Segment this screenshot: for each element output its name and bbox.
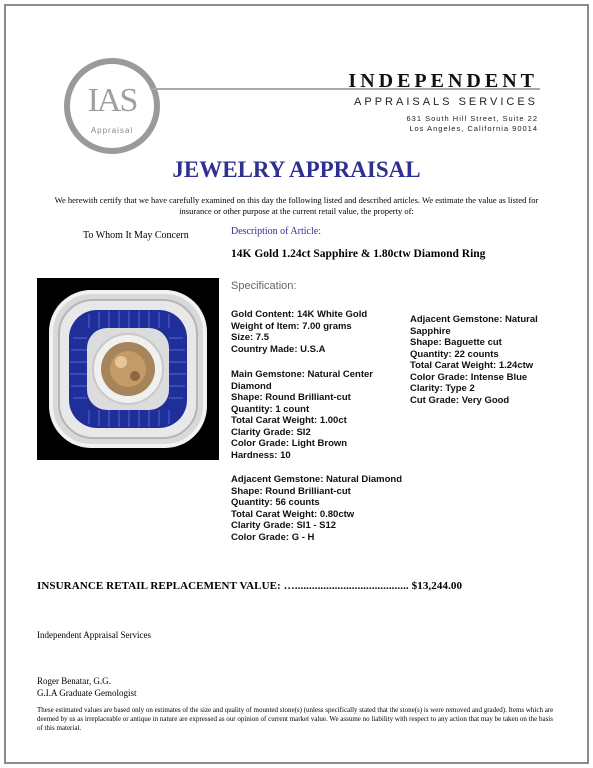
ring-image xyxy=(37,278,219,460)
recipient: To Whom It May Concern xyxy=(83,230,189,241)
spec-diamond-line: Quantity: 56 counts xyxy=(231,497,320,508)
logo-ring-text: Appraisal xyxy=(90,126,134,135)
spec-country: Country Made: U.S.A xyxy=(231,343,326,355)
spec-diamond-line: Clarity Grade: SI1 - S12 xyxy=(231,520,337,531)
spec-sapphire-line: Cut Grade: Very Good xyxy=(410,394,510,406)
signoff-company: Independent Appraisal Services xyxy=(37,630,151,640)
spec-adjacent-diamond xyxy=(231,474,402,543)
appraiser-title: G.I.A Graduate Gemologist xyxy=(37,688,137,698)
spec-sapphire-line: Sapphire xyxy=(410,325,451,337)
ias-logo xyxy=(64,58,160,154)
address-line-2: Los Angeles, California 90014 xyxy=(409,124,538,133)
spec-main-line: Total Carat Weight: 1.00ct xyxy=(231,415,347,426)
appraiser-name: Roger Benatar, G.G. xyxy=(37,676,111,686)
spec-sapphire-line: Shape: Baguette cut xyxy=(410,337,502,348)
disclaimer: These estimated values are based only on estimates of the size and quality of mounted stone(s) (unless specifically stated that the stone(s) is were removed and graded). Items which are deemed by us as irreplaceable or antique in nature are expressed as our opinion of current market value. We assume no liability with respect to any action that may be taken on the basis of this material. xyxy=(37,706,554,732)
certification-text: We herewith certify that we have carefully examined on this day the following listed and described articles. We estimate the value as listed for insurance or other purpose at the current retail value, the property of: xyxy=(54,195,539,216)
spec-main-line: Shape: Round Brilliant-cut xyxy=(231,392,351,403)
ring-photo xyxy=(37,278,219,460)
spec-main-line: Clarity Grade: SI2 xyxy=(231,426,311,438)
spec-sapphire-line: Adjacent Gemstone: Natural xyxy=(410,314,538,325)
spec-main-line: Hardness: 10 xyxy=(231,449,291,461)
document-title: JEWELRY APPRAISAL xyxy=(172,157,421,182)
spec-main-gemstone xyxy=(231,369,373,461)
company-name: INDEPENDENT xyxy=(348,70,538,92)
spec-diamond-line: Adjacent Gemstone: Natural Diamond xyxy=(231,474,403,485)
spec-sapphire-line: Clarity: Type 2 xyxy=(410,383,475,394)
address-line-1: 631 South Hill Street, Suite 22 xyxy=(406,114,538,123)
spec-main-line: Main Gemstone: Natural Center xyxy=(231,369,373,380)
spec-sapphire-line: Total Carat Weight: 1.24ctw xyxy=(410,360,534,371)
spec-adjacent-sapphire xyxy=(410,314,538,406)
spec-general xyxy=(231,309,367,355)
specification-label: Specification: xyxy=(231,280,297,292)
spec-sapphire-line: Color Grade: Intense Blue xyxy=(410,371,528,383)
company-address xyxy=(300,114,538,134)
spec-main-line: Quantity: 1 count xyxy=(231,403,310,415)
spec-gold-content: Gold Content: 14K White Gold xyxy=(231,309,368,320)
spec-size: Size: 7.5 xyxy=(231,332,270,343)
spec-diamond-line: Shape: Round Brilliant-cut xyxy=(231,485,351,497)
insurance-value: INSURANCE RETAIL REPLACEMENT VALUE: …........................................ $13,244.00 xyxy=(37,580,463,592)
spec-diamond-line: Color Grade: G - H xyxy=(231,531,315,543)
description-label: Description of Article: xyxy=(231,226,321,237)
article-description: 14K Gold 1.24ct Sapphire & 1.80ctw Diamond Ring xyxy=(231,248,486,260)
spec-diamond-line: Total Carat Weight: 0.80ctw xyxy=(231,508,355,520)
logo-initials: IAS xyxy=(87,82,137,119)
spec-sapphire-line: Quantity: 22 counts xyxy=(410,348,499,360)
company-subtitle: APPRAISALS SERVICES xyxy=(354,96,538,108)
spec-main-line: Color Grade: Light Brown xyxy=(231,438,348,449)
spec-weight: Weight of Item: 7.00 grams xyxy=(231,320,352,332)
spec-main-line: Diamond xyxy=(231,380,272,392)
